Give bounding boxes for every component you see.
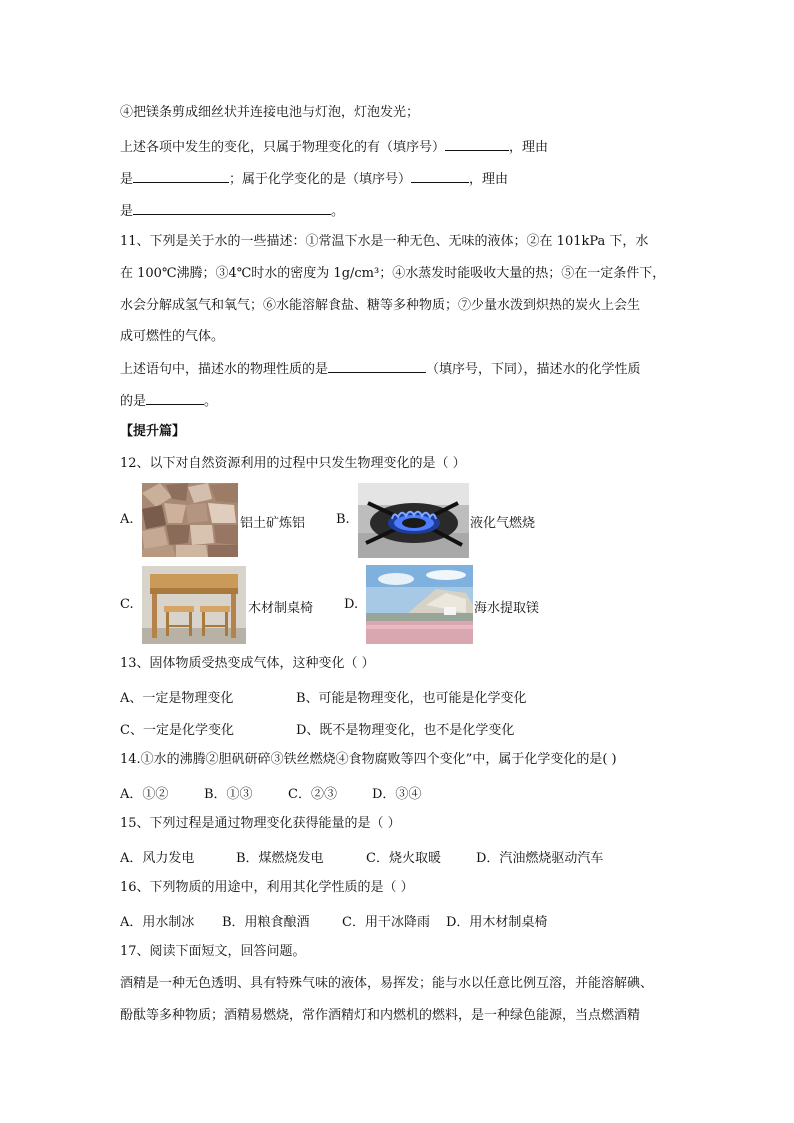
q10-reason2-lead: 是 (120, 204, 134, 219)
q16-stem: 16、下列物质的用途中，利用其化学性质的是（ ） (120, 880, 414, 895)
q17-passage-line2: 酚酞等多种物质；酒精易燃烧，常作酒精灯和内燃机的燃料，是一种绿色能源，当点燃酒精 (120, 1008, 641, 1023)
q10-reason1 (120, 169, 508, 189)
q12-option-c-label: C. (120, 597, 134, 612)
q10-reason1-tail: ，理由 (469, 172, 509, 187)
q14-option-c: C．②③ (288, 787, 337, 802)
q12-option-a-text: 铝土矿炼铝 (240, 516, 306, 531)
q11-line5 (120, 359, 641, 379)
q11-line4: 成可燃性的气体。 (120, 329, 225, 344)
q11-line6 (120, 391, 217, 411)
q10-summary-text: 上述各项中发生的变化，只属于物理变化的有（填序号） (120, 140, 446, 155)
q12-option-b-label: B. (336, 512, 350, 527)
answer-blank[interactable] (445, 137, 509, 151)
q14-option-b: B．①③ (204, 787, 253, 802)
q17-passage-line1: 酒精是一种无色透明、具有特殊气味的液体，易挥发；能与水以任意比例互溶，并能溶解碘、 (120, 976, 654, 991)
q10-reason2-end: 。 (331, 204, 345, 219)
wooden-desk-chairs-photo (142, 566, 246, 644)
answer-blank[interactable] (133, 201, 331, 215)
q10-reason1-lead: 是 (120, 172, 134, 187)
q11-line6-end: 。 (204, 394, 218, 409)
section-title: 【提升篇】 (120, 424, 186, 439)
q10-summary-reason: ，理由 (509, 140, 549, 155)
q16-option-a: A．用水制冰 (120, 915, 195, 930)
q14-option-d: D．③④ (372, 787, 422, 802)
q12-option-b-text: 液化气燃烧 (470, 516, 536, 531)
q10-summary (120, 137, 548, 157)
q13-option-b: B、可能是物理变化，也可能是化学变化 (296, 691, 527, 706)
q10-reason2 (120, 201, 344, 221)
q16-option-b: B．用粮食酿酒 (222, 915, 310, 930)
q11-line1: 11、下列是关于水的一些描述：①常温下水是一种无色、无味的液体；②在 101kPa 下，水 (120, 234, 649, 249)
q10-item4: ④把镁条剪成细丝状并连接电池与灯泡，灯泡发光； (120, 105, 420, 120)
q15-option-b: B．煤燃烧发电 (236, 851, 324, 866)
answer-blank[interactable] (133, 169, 229, 183)
q13-stem: 13、固体物质受热变成气体，这种变化（ ） (120, 656, 375, 671)
bauxite-ore-photo (142, 483, 238, 557)
q12-option-a-label: A. (120, 512, 134, 527)
q15-option-d: D．汽油燃烧驱动汽车 (476, 851, 604, 866)
seawater-salt-field-photo (366, 565, 473, 644)
q12-stem: 12、以下对自然资源利用的过程中只发生物理变化的是（ ） (120, 456, 466, 471)
answer-blank[interactable] (146, 391, 204, 405)
q11-line6-lead: 的是 (120, 394, 147, 409)
q12-option-d-text: 海水提取镁 (474, 601, 540, 616)
q12-option-c-text: 木材制桌椅 (248, 601, 314, 616)
q14-stem: 14.①水的沸腾②胆矾研碎③铁丝燃烧④食物腐败等四个变化”中，属于化学变化的是( ) (120, 752, 617, 767)
q11-line2: 在 100℃沸腾；③4℃时水的密度为 1g/cm³；④水蒸发时能吸收大量的热；⑤在一定条件下， (120, 266, 666, 281)
q17-stem: 17、阅读下面短文，回答问题。 (120, 944, 306, 959)
q15-option-c: C．烧火取暖 (366, 851, 441, 866)
q12-option-d-label: D. (344, 597, 359, 612)
q11-physical-prompt: 上述语句中，描述水的物理性质的是 (120, 362, 329, 377)
q15-option-a: A．风力发电 (120, 851, 195, 866)
q10-reason1-mid: ；属于化学变化的是（填序号） (229, 172, 412, 187)
q11-line3: 水会分解成氢气和氧气；⑥水能溶解食盐、糖等多种物质；⑦少量水泼到炽热的炭火上会生 (120, 298, 641, 313)
q13-option-c: C、一定是化学变化 (120, 723, 234, 738)
q11-chemical-prompt: （填序号，下同），描述水的化学性质 (426, 362, 641, 377)
gas-stove-flame-photo (358, 483, 469, 558)
q14-option-a: A．①② (120, 787, 169, 802)
answer-blank[interactable] (411, 169, 469, 183)
q13-option-d: D、既不是物理变化，也不是化学变化 (296, 723, 515, 738)
q15-stem: 15、下列过程是通过物理变化获得能量的是（ ） (120, 816, 401, 831)
answer-blank[interactable] (328, 359, 426, 373)
q16-option-c: C．用干冰降雨 (342, 915, 430, 930)
q13-option-a: A、一定是物理变化 (120, 691, 234, 706)
q16-option-d: D．用木材制桌椅 (446, 915, 548, 930)
